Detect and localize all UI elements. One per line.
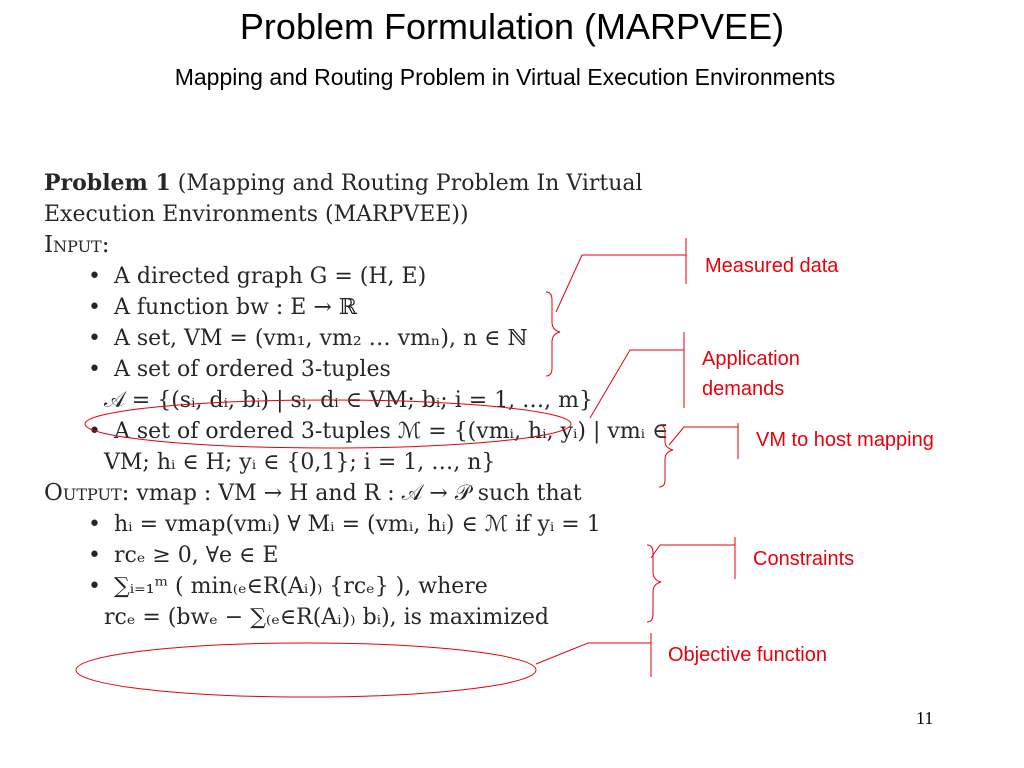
input-item-graph: • A directed graph G = (H, E) [44, 261, 704, 292]
annotation-measured-data: Measured data [705, 255, 839, 277]
objective-connector [536, 643, 651, 664]
output-label: Output: [44, 480, 130, 506]
vm-host-brace [659, 425, 673, 487]
output-item-sum: • ∑ᵢ₌₁ᵐ ( min₍ₑ∈R(Aᵢ)₎ {rcₑ} ), where [44, 571, 704, 602]
input-item-function: • A function bw : E → ℝ [44, 292, 704, 323]
annotation-application-line1: Application [702, 348, 800, 370]
constraints-connector [651, 545, 735, 558]
input-label: Input: [44, 232, 110, 258]
vm-host-connector [669, 427, 738, 445]
annotation-application-line2: demands [702, 378, 785, 400]
problem-heading-line2: Execution Environments (MARPVEE)) [44, 202, 469, 227]
objective-formula: rcₑ = (bwₑ − ∑₍ₑ∈R(Aᵢ)₎ bᵢ), is maximized [104, 605, 549, 630]
constraints-brace [647, 545, 661, 622]
output-item-vmap: • hᵢ = vmap(vmᵢ) ∀ Mᵢ = (vmᵢ, hᵢ) ∈ ℳ if yᵢ = 1 [44, 509, 704, 540]
annotation-objective-function: Objective function [668, 644, 827, 666]
input-item-mapping: • A set of ordered 3-tuples ℳ = {(vmᵢ, hᵢ, yᵢ) | vmᵢ ∈ [44, 416, 704, 447]
problem-heading: Problem 1 [44, 170, 171, 196]
output-rest: vmap : VM → H and R : 𝒜 → 𝒫 such that [136, 481, 582, 506]
output-item-rc: • rcₑ ≥ 0, ∀e ∈ E [44, 540, 704, 571]
problem-heading-rest: (Mapping and Routing Problem In Virtual [177, 171, 643, 196]
slide-subtitle: Mapping and Routing Problem in Virtual Execution Environments [174, 64, 836, 90]
objective-ellipse [76, 643, 536, 697]
measured-connector [556, 255, 686, 312]
slide-title: Problem Formulation (MARPVEE) [239, 6, 785, 47]
app-connector [590, 350, 684, 418]
annotation-constraints: Constraints [753, 548, 855, 570]
slide-number: 11 [916, 708, 934, 728]
tuples-ellipse [85, 400, 571, 448]
input-item-vm-set: • A set, VM = (vm₁, vm₂ … vmₙ), n ∈ ℕ [44, 323, 704, 354]
input-item-mapping-cont: VM; hᵢ ∈ H; yᵢ ∈ {0,1}; i = 1, …, n} [104, 450, 496, 475]
annotation-vm-host-mapping: VM to host mapping [756, 429, 934, 451]
measured-brace [546, 292, 560, 376]
input-item-tuples: • A set of ordered 3-tuples [44, 354, 704, 385]
tuples-a-formula: 𝒜 = {(sᵢ, dᵢ, bᵢ) | sᵢ, dᵢ ∈ VM; bᵢ; i = 1, …, m} [104, 388, 593, 413]
